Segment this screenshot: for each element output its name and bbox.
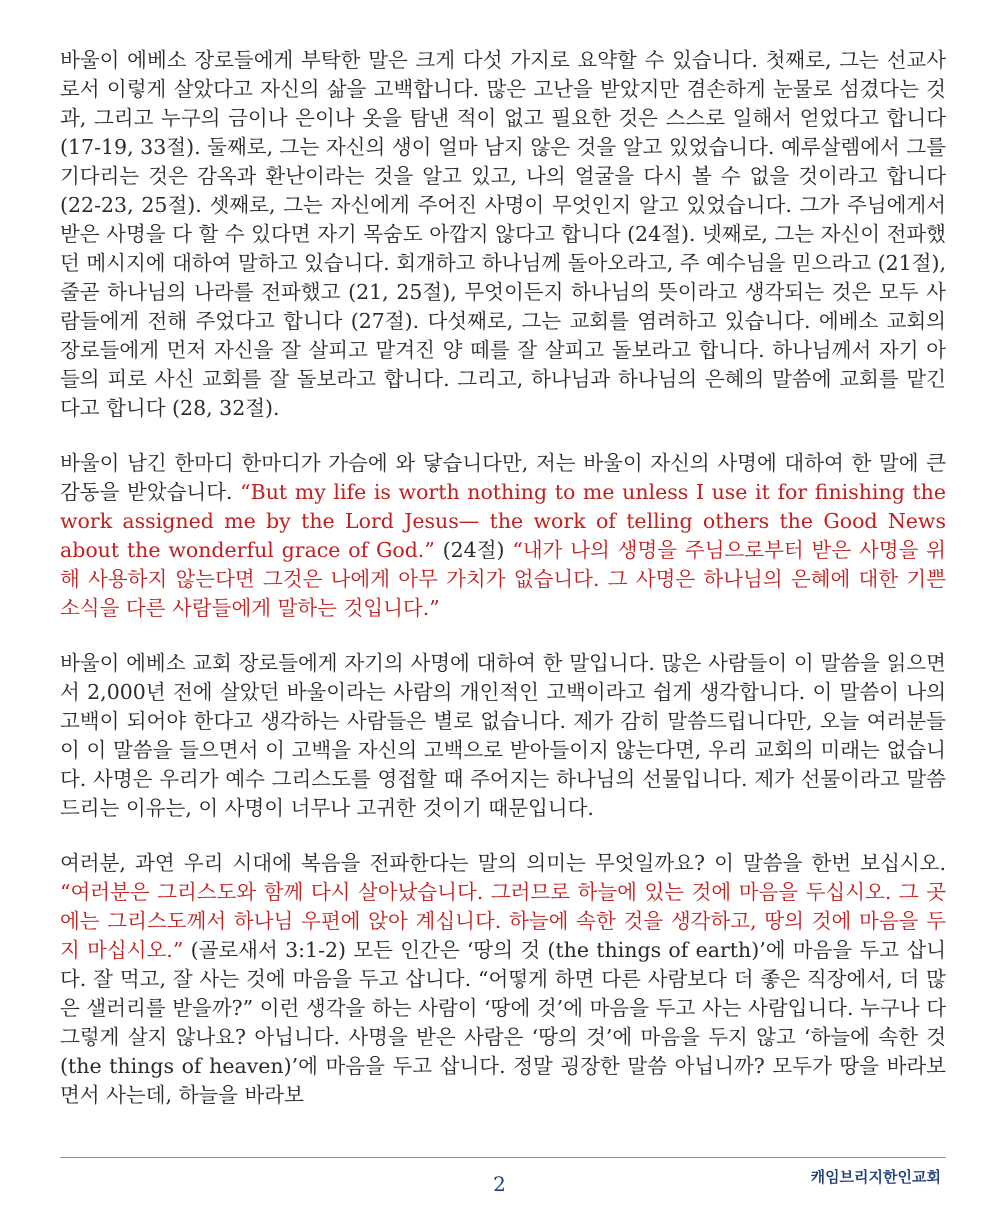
paragraph-text: 바울이 남긴 한마디 한마디가 가슴에 와 닿습니다만, 저는 바울이 자신의 사명에 대하여 한 말에 큰 감동을 받았습니다.	[60, 451, 946, 504]
church-name: 캐임브리지한인교회	[810, 1168, 941, 1186]
colossians-quote: “여러분은 그리스도와 함께 다시 살아났습니다. 그러므로 하늘에 있는 것에 마음을 두십시오. 그 곳에는 그리스도께서 하나님 우편에 앉아 계십니다. 하늘에 속한 것을 생각하고, 땅의 것에 마음을 두지 마십시오.”	[60, 880, 946, 962]
paragraph-text-continued: (골로새서 3:1-2) 모든 인간은 ‘땅의 것 (the things of earth)’에 마음을 두고 삽니다. 잘 먹고, 잘 사는 것에 마음을 두고 삽니다. “어떻게 하면 다른 사람보다 더 좋은 직장에서, 더 많은 샐러리를 받을까?” 이런 생각을 하는 사람이 ‘땅에 것’에 마음을 두고 사는 사람입니다. 누구나 다 그렇게 살지 않나요? 아닙니다. 사명을 받은 사람은 ‘땅의 것’에 마음을 두지 않고 ‘하늘에 속한 것 (the things of heaven)’에 마음을 두고 삽니다. 정말 굉장한 말씀 아닙니까? 모두가 땅을 바라보면서 사는데, 하늘을 바라보	[60, 938, 946, 1107]
english-quote: “But my life is worth nothing to me unless I use it for finishing the work assigned me by the Lord Jesus— the work of telling others the Good News about the wonderful grace of God.”	[60, 480, 946, 562]
body-text	[60, 46, 946, 1136]
page-number: 2	[493, 1172, 506, 1196]
korean-quote: “내가 나의 생명을 주님으로부터 받은 사명을 위해 사용하지 않는다면 그것은 나에게 아무 가치가 없습니다. 그 사명은 하나님의 은혜에 대한 기쁜 소식을 다른 사람들에게 말하는 것입니다.”	[60, 538, 946, 620]
paragraph-3	[60, 649, 946, 823]
paragraph-4	[60, 849, 946, 1110]
verse-reference: (24절)	[434, 538, 513, 562]
paragraph-1	[60, 46, 946, 423]
footer-divider	[60, 1157, 946, 1158]
paragraph-text: 바울이 에베소 교회 장로들에게 자기의 사명에 대하여 한 말입니다. 많은 사람들이 이 말씀을 읽으면서 2,000년 전에 살았던 바울이라는 사람의 개인적인 고백이라고 쉽게 생각합니다. 이 말씀이 나의 고백이 되어야 한다고 생각하는 사람들은 별로 없습니다. 제가 감히 말씀드립니다만, 오늘 여러분들이 이 말씀을 들으면서 이 고백을 자신의 고백으로 받아들이지 않는다면, 우리 교회의 미래는 없습니다. 사명은 우리가 예수 그리스도를 영접할 때 주어지는 하나님의 선물입니다. 제가 선물이라고 말씀 드리는 이유는, 이 사명이 너무나 고귀한 것이기 때문입니다.	[60, 651, 946, 820]
paragraph-text: 여러분, 과연 우리 시대에 복음을 전파한다는 말의 의미는 무엇일까요? 이 말씀을 한번 보십시오.	[60, 851, 946, 875]
paragraph-2	[60, 449, 946, 623]
paragraph-text: 바울이 에베소 장로들에게 부탁한 말은 크게 다섯 가지로 요약할 수 있습니다. 첫째로, 그는 선교사로서 이렇게 살았다고 자신의 삶을 고백합니다. 많은 고난을 받았지만 겸손하게 눈물로 섬겼다는 것과, 그리고 누구의 금이나 은이나 옷을 탐낸 적이 없고 필요한 것은 스스로 일해서 얻었다고 합니다 (17-19, 33절). 둘째로, 그는 자신의 생이 얼마 남지 않은 것을 알고 있었습니다. 예루살렘에서 그를 기다리는 것은 감옥과 환난이라는 것을 알고 있고, 나의 얼굴을 다시 볼 수 없을 것이라고 합니다 (22-23, 25절). 셋째로, 그는 자신에게 주어진 사명이 무엇인지 알고 있었습니다. 그가 주님에게서 받은 사명을 다 할 수 있다면 자기 목숨도 아깝지 않다고 합니다 (24절). 넷째로, 그는 자신이 전파했던 메시지에 대하여 말하고 있습니다. 회개하고 하나님께 돌아오라고, 주 예수님을 믿으라고 (21절), 줄곧 하나님의 나라를 전파했고 (21, 25절), 무엇이든지 하나님의 뜻이라고 생각되는 것은 모두 사람들에게 전해 주었다고 합니다 (27절). 다섯째로, 그는 교회를 염려하고 있습니다. 에베소 교회의 장로들에게 먼저 자신을 잘 살피고 맡겨진 양 떼를 잘 살피고 돌보라고 합니다. 하나님께서 자기 아들의 피로 사신 교회를 잘 돌보라고 합니다. 그리고, 하나님과 하나님의 은혜의 말씀에 교회를 맡긴다고 합니다 (28, 32절).	[60, 48, 946, 420]
